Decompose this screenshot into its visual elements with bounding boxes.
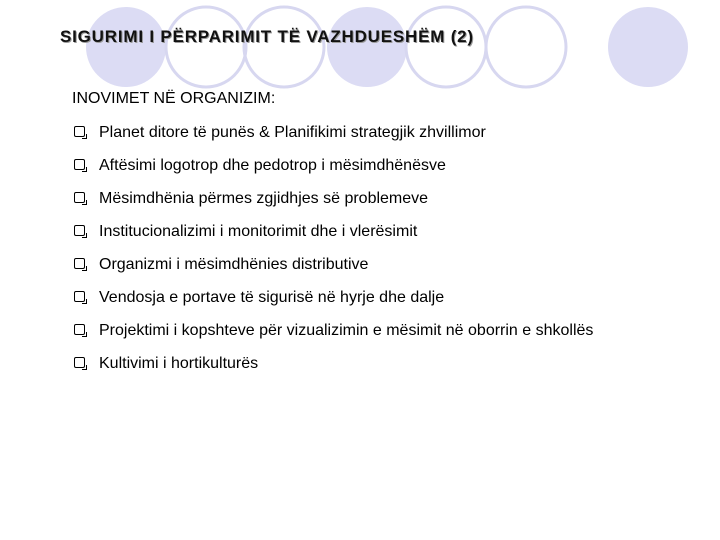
list-item-text: Aftësimi logotrop dhe pedotrop i mësimdhënësve xyxy=(99,157,446,174)
list-item-text: Projektimi i kopshteve për vizualizimin e mësimit në oborrin e shkollës xyxy=(99,322,594,339)
checkbox-square-icon xyxy=(74,324,85,335)
list-item xyxy=(74,254,634,275)
list-item-text: Kultivimi i hortikulturës xyxy=(99,355,259,372)
list-item xyxy=(74,155,634,176)
decor-circle-outline-1 xyxy=(166,7,246,87)
decor-circle-filled-2 xyxy=(327,7,407,87)
checkbox-square-icon xyxy=(74,159,85,170)
list-item xyxy=(74,353,634,374)
list-item xyxy=(74,188,634,209)
decor-circle-filled-3 xyxy=(608,7,688,87)
checkbox-square-icon xyxy=(74,357,85,368)
checkbox-square-icon xyxy=(74,258,85,269)
decor-circle-filled-1 xyxy=(86,7,166,87)
list-item xyxy=(74,221,634,242)
bullet-list xyxy=(74,122,634,386)
checkbox-square-icon xyxy=(74,126,85,137)
list-item xyxy=(74,122,634,143)
slide-subtitle: INOVIMET NË ORGANIZIM: xyxy=(72,90,276,107)
slide-title: SIGURIMI I PËRPARIMIT TË VAZHDUESHËM (2) xyxy=(60,27,474,46)
list-item xyxy=(74,320,634,341)
decor-circle-outline-2 xyxy=(244,7,324,87)
checkbox-square-icon xyxy=(74,291,85,302)
checkbox-square-icon xyxy=(74,225,85,236)
list-item-text: Mësimdhënia përmes zgjidhjes së problemeve xyxy=(99,190,429,207)
list-item-text: Vendosja e portave të sigurisë në hyrje dhe dalje xyxy=(99,289,445,306)
list-item xyxy=(74,287,634,308)
list-item-text: Organizmi i mësimdhënies distributive xyxy=(99,256,369,273)
decor-circle-outline-3 xyxy=(406,7,486,87)
list-item-text: Planet ditore të punës & Planifikimi strategjik zhvillimor xyxy=(99,124,486,141)
list-item-text: Institucionalizimi i monitorimit dhe i vlerësimit xyxy=(99,223,418,240)
decor-circle-outline-4 xyxy=(486,7,566,87)
checkbox-square-icon xyxy=(74,192,85,203)
